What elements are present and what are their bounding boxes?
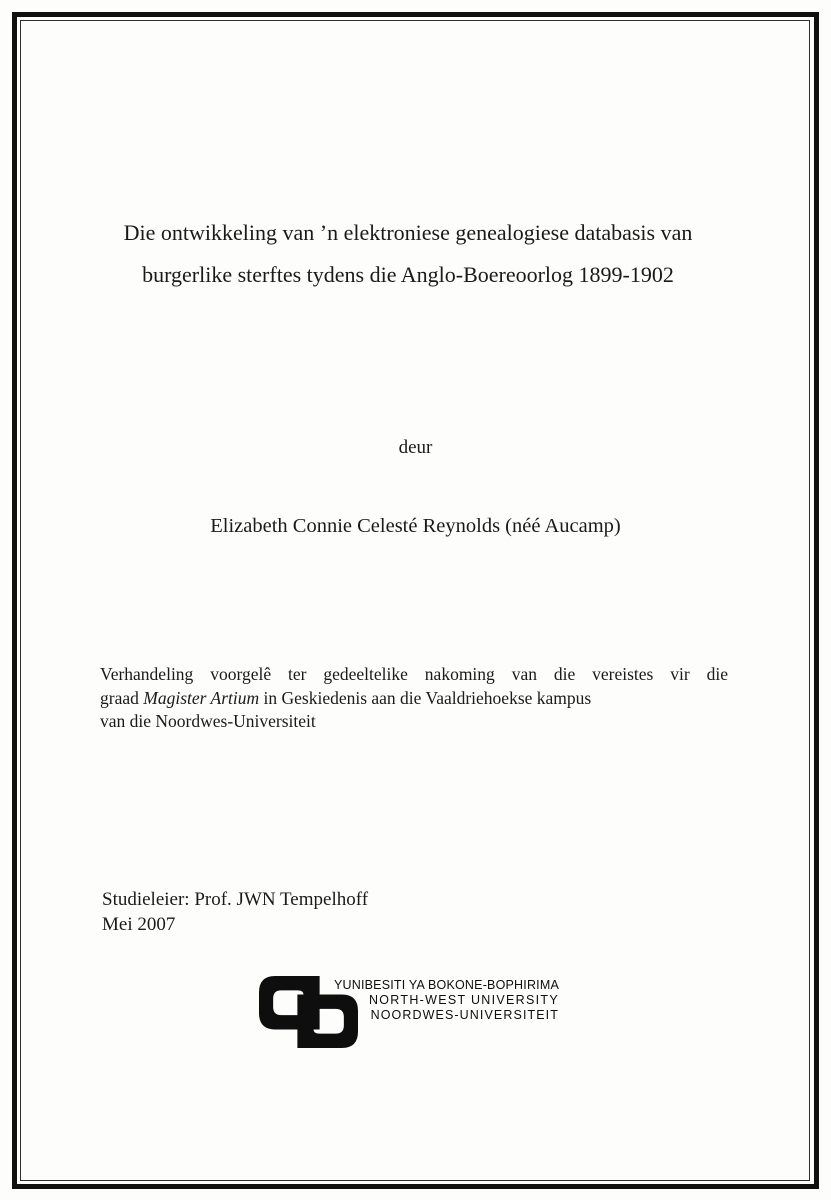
thesis-title-line1: Die ontwikkeling van ’n elektroniese genealogiese databasis van	[123, 220, 693, 245]
university-logo	[259, 975, 569, 1055]
logo-text-setswana: YUNIBESITI YA BOKONE-BOPHIRIMA	[333, 978, 559, 992]
logo-text-english: NORTH-WEST UNIVERSITY	[368, 993, 559, 1008]
thesis-title	[92, 212, 724, 296]
logo-text-afrikaans: NOORDWES-UNIVERSITEIT	[370, 1008, 559, 1023]
degree-statement-line3: van die Noordwes-Universiteit	[100, 711, 316, 731]
degree-statement-line2	[100, 687, 728, 711]
supervisor-block	[102, 887, 368, 937]
degree-statement-line1: Verhandeling voorgelê ter gedeeltelike nakoming van die vereistes vir die	[100, 664, 728, 684]
university-logo-text	[327, 978, 559, 1024]
author-name: Elizabeth Connie Celesté Reynolds (néé Aucamp)	[210, 515, 621, 537]
byline-deur: deur	[398, 437, 433, 458]
date-line: Mei 2007	[102, 914, 176, 935]
supervisor-line: Studieleier: Prof. JWN Tempelhoff	[102, 889, 369, 910]
degree-statement-line2-post: in Geskiedenis aan die Vaaldriehoekse kampus	[259, 687, 592, 708]
degree-statement	[100, 663, 728, 734]
degree-statement-line2-pre: graad	[100, 687, 144, 708]
degree-name-italic: Magister Artium	[143, 687, 260, 708]
thesis-title-line2: burgerlike sterftes tydens die Anglo-Boereoorlog 1899-1902	[142, 262, 674, 287]
